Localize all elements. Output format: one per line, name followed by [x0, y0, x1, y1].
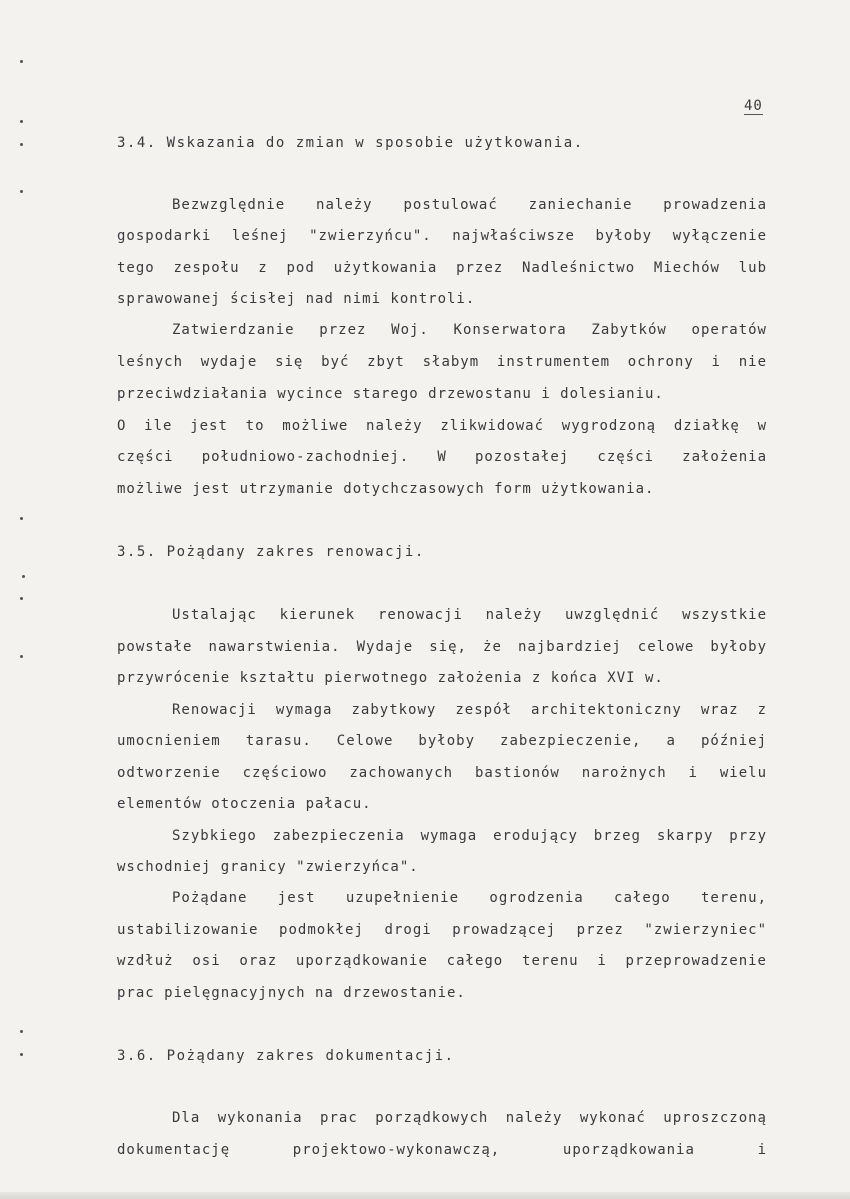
- text-line: wzdłuż osi oraz uporządkowanie całego terenu i przeprowadzenie: [117, 953, 767, 969]
- text-line: ustabilizowanie podmokłej drogi prowadzącej przez "zwierzyniec": [117, 922, 767, 938]
- margin-dot: [20, 597, 23, 600]
- margin-dot: [20, 190, 23, 193]
- text-line: przeciwdziałania wycince starego drzewostanu i dolesianiu.: [117, 386, 664, 402]
- text-line: elementów otoczenia pałacu.: [117, 796, 372, 812]
- text-line: przywrócenie kształtu pierwotnego założenia z końca XVI w.: [117, 670, 664, 686]
- margin-dot: [20, 1053, 23, 1056]
- text-line: Szybkiego zabezpieczenia wymaga erodujący brzeg skarpy przy: [172, 828, 767, 844]
- text-line: Dla wykonania prac porządkowych należy wykonać uproszczoną: [172, 1110, 767, 1126]
- text-line: Ustalając kierunek renowacji należy uwzględnić wszystkie: [172, 607, 767, 623]
- text-line: możliwe jest utrzymanie dotychczasowych form użytkowania.: [117, 481, 655, 497]
- text-line: części południowo-zachodniej. W pozostałej części założenia: [117, 449, 767, 465]
- section-heading-3-5: 3.5. Pożądany zakres renowacji.: [117, 544, 425, 560]
- margin-dot: [20, 120, 23, 123]
- text-line: odtworzenie częściowo zachowanych bastionów narożnych i wielu: [117, 765, 767, 781]
- text-line: Pożądane jest uzupełnienie ogrodzenia całego terenu,: [172, 890, 767, 906]
- text-line: umocnieniem tarasu. Celowe byłoby zabezpieczenie, a później: [117, 733, 767, 749]
- margin-dot: [22, 575, 25, 578]
- margin-dot: [20, 143, 23, 146]
- text-line: sprawowanej ścisłej nad nimi kontroli.: [117, 291, 476, 307]
- text-line: Bezwzględnie należy postulować zaniechanie prowadzenia: [172, 197, 767, 213]
- page-bottom-edge: [0, 1192, 850, 1199]
- text-line: powstałe nawarstwienia. Wydaje się, że najbardziej celowe byłoby: [117, 639, 767, 655]
- text-line: tego zespołu z pod użytkowania przez Nadleśnictwo Miechów lub: [117, 260, 767, 276]
- text-line: Zatwierdzanie przez Woj. Konserwatora Zabytków operatów: [172, 322, 767, 338]
- margin-dot: [20, 517, 23, 520]
- margin-dot: [20, 1030, 23, 1033]
- margin-dot: [20, 655, 23, 658]
- text-line: O ile jest to możliwe należy zlikwidować wygrodzoną działkę w: [117, 418, 767, 434]
- text-line: Renowacji wymaga zabytkowy zespół architektoniczny wraz z: [172, 702, 767, 718]
- text-line: prac pielęgnacyjnych na drzewostanie.: [117, 985, 466, 1001]
- section-heading-3-4: 3.4. Wskazania do zmian w sposobie użytkowania.: [117, 135, 584, 151]
- text-line: wschodniej granicy "zwierzyńca".: [117, 859, 419, 875]
- page-number: 40: [744, 98, 763, 114]
- text-line: gospodarki leśnej "zwierzyńcu". najwłaściwsze byłoby wyłączenie: [117, 228, 767, 244]
- section-heading-3-6: 3.6. Pożądany zakres dokumentacji.: [117, 1048, 455, 1064]
- text-line: dokumentację projektowo-wykonawczą, uporządkowania i: [117, 1142, 767, 1158]
- text-line: leśnych wydaje się być zbyt słabym instrumentem ochrony i nie: [117, 354, 767, 370]
- margin-dot: [20, 60, 23, 63]
